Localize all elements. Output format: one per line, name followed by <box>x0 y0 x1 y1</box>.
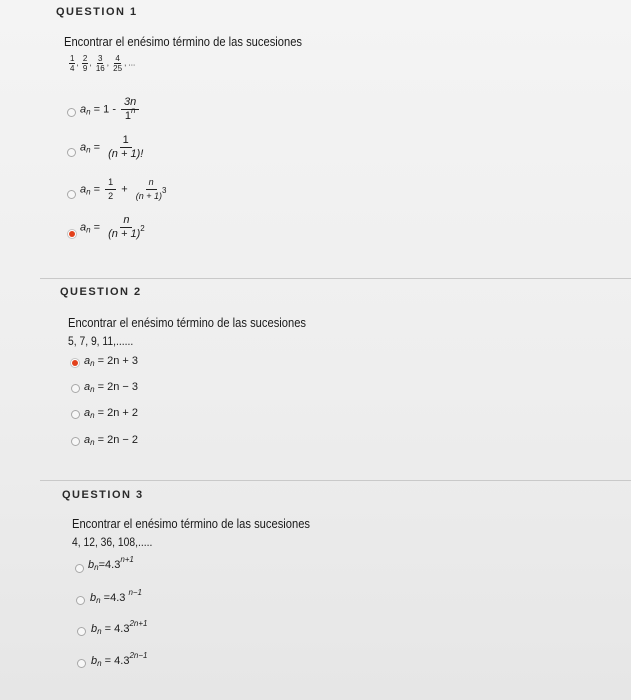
q2-option-4-radio[interactable] <box>71 437 80 446</box>
q3-option-1-radio[interactable] <box>75 564 84 573</box>
question-2-sequence: 5, 7, 9, 11,...... <box>68 334 134 348</box>
q1-option-4-radio[interactable] <box>67 229 77 239</box>
q3-option-2-radio[interactable] <box>76 596 85 605</box>
question-2-header: QUESTION 2 <box>60 286 142 298</box>
q3-option-3-formula: $b_n = 4.3^{2n+1}$ <box>91 619 148 636</box>
q1-option-1-radio[interactable] <box>67 108 76 117</box>
q3-option-4-formula: $b_n = 4.3^{2n-1}$ <box>91 651 148 668</box>
q1-option-4-formula: $a_n$ = $\frac{n}{(n + 1)^2}$ <box>80 214 145 240</box>
question-3-sequence: 4, 12, 36, 108,..... <box>72 535 153 549</box>
section-divider-1 <box>40 278 631 279</box>
q1-option-1-formula: $a_n = 1$ - $\frac{3n}{1^n}$ <box>80 96 141 123</box>
q3-option-3-radio[interactable] <box>77 627 86 636</box>
q3-option-2-formula: $b_n =4.3$ $^{n-1}$ <box>90 588 143 605</box>
q2-option-1-radio[interactable] <box>70 358 80 368</box>
question-2-prompt: Encontrar el enésimo término de las sucesiones <box>68 315 307 330</box>
q2-option-4-formula: $a_n = 2n - 2$ <box>84 434 139 447</box>
q3-option-1-formula: $b_n=4.3^{n+1}$ <box>88 555 134 572</box>
q2-option-1-formula: $a_n = 2n + 3$ <box>84 355 139 368</box>
question-3-header: QUESTION 3 <box>62 489 144 501</box>
question-1-prompt: Encontrar el enésimo término de las sucesiones <box>64 34 303 49</box>
q2-option-2-formula: $a_n = 2n - 3$ <box>84 381 139 394</box>
q2-option-3-formula: $a_n = 2n + 2$ <box>84 407 139 420</box>
q1-option-2-radio[interactable] <box>67 148 76 157</box>
q1-option-2-formula: $a_n$ = $\frac{1}{(n + 1)!}$ <box>80 134 144 160</box>
q2-option-2-radio[interactable] <box>71 384 80 393</box>
section-divider-2 <box>40 480 631 481</box>
question-1-header: QUESTION 1 <box>56 6 138 18</box>
q2-option-3-radio[interactable] <box>71 410 80 419</box>
question-1-sequence: $\frac{1}{4}$ , $\frac{2}{9}$ , $\frac{3}{16}$ , $\frac{4}{25}$ , ... <box>70 54 136 73</box>
question-3-prompt: Encontrar el enésimo término de las sucesiones <box>72 516 311 531</box>
q1-option-3-formula: $a_n$ = $\frac{1}{2}$ + $\frac{n}{(n + 1)^3}$ <box>80 177 167 201</box>
q1-option-3-radio[interactable] <box>67 190 76 199</box>
q3-option-4-radio[interactable] <box>77 659 86 668</box>
